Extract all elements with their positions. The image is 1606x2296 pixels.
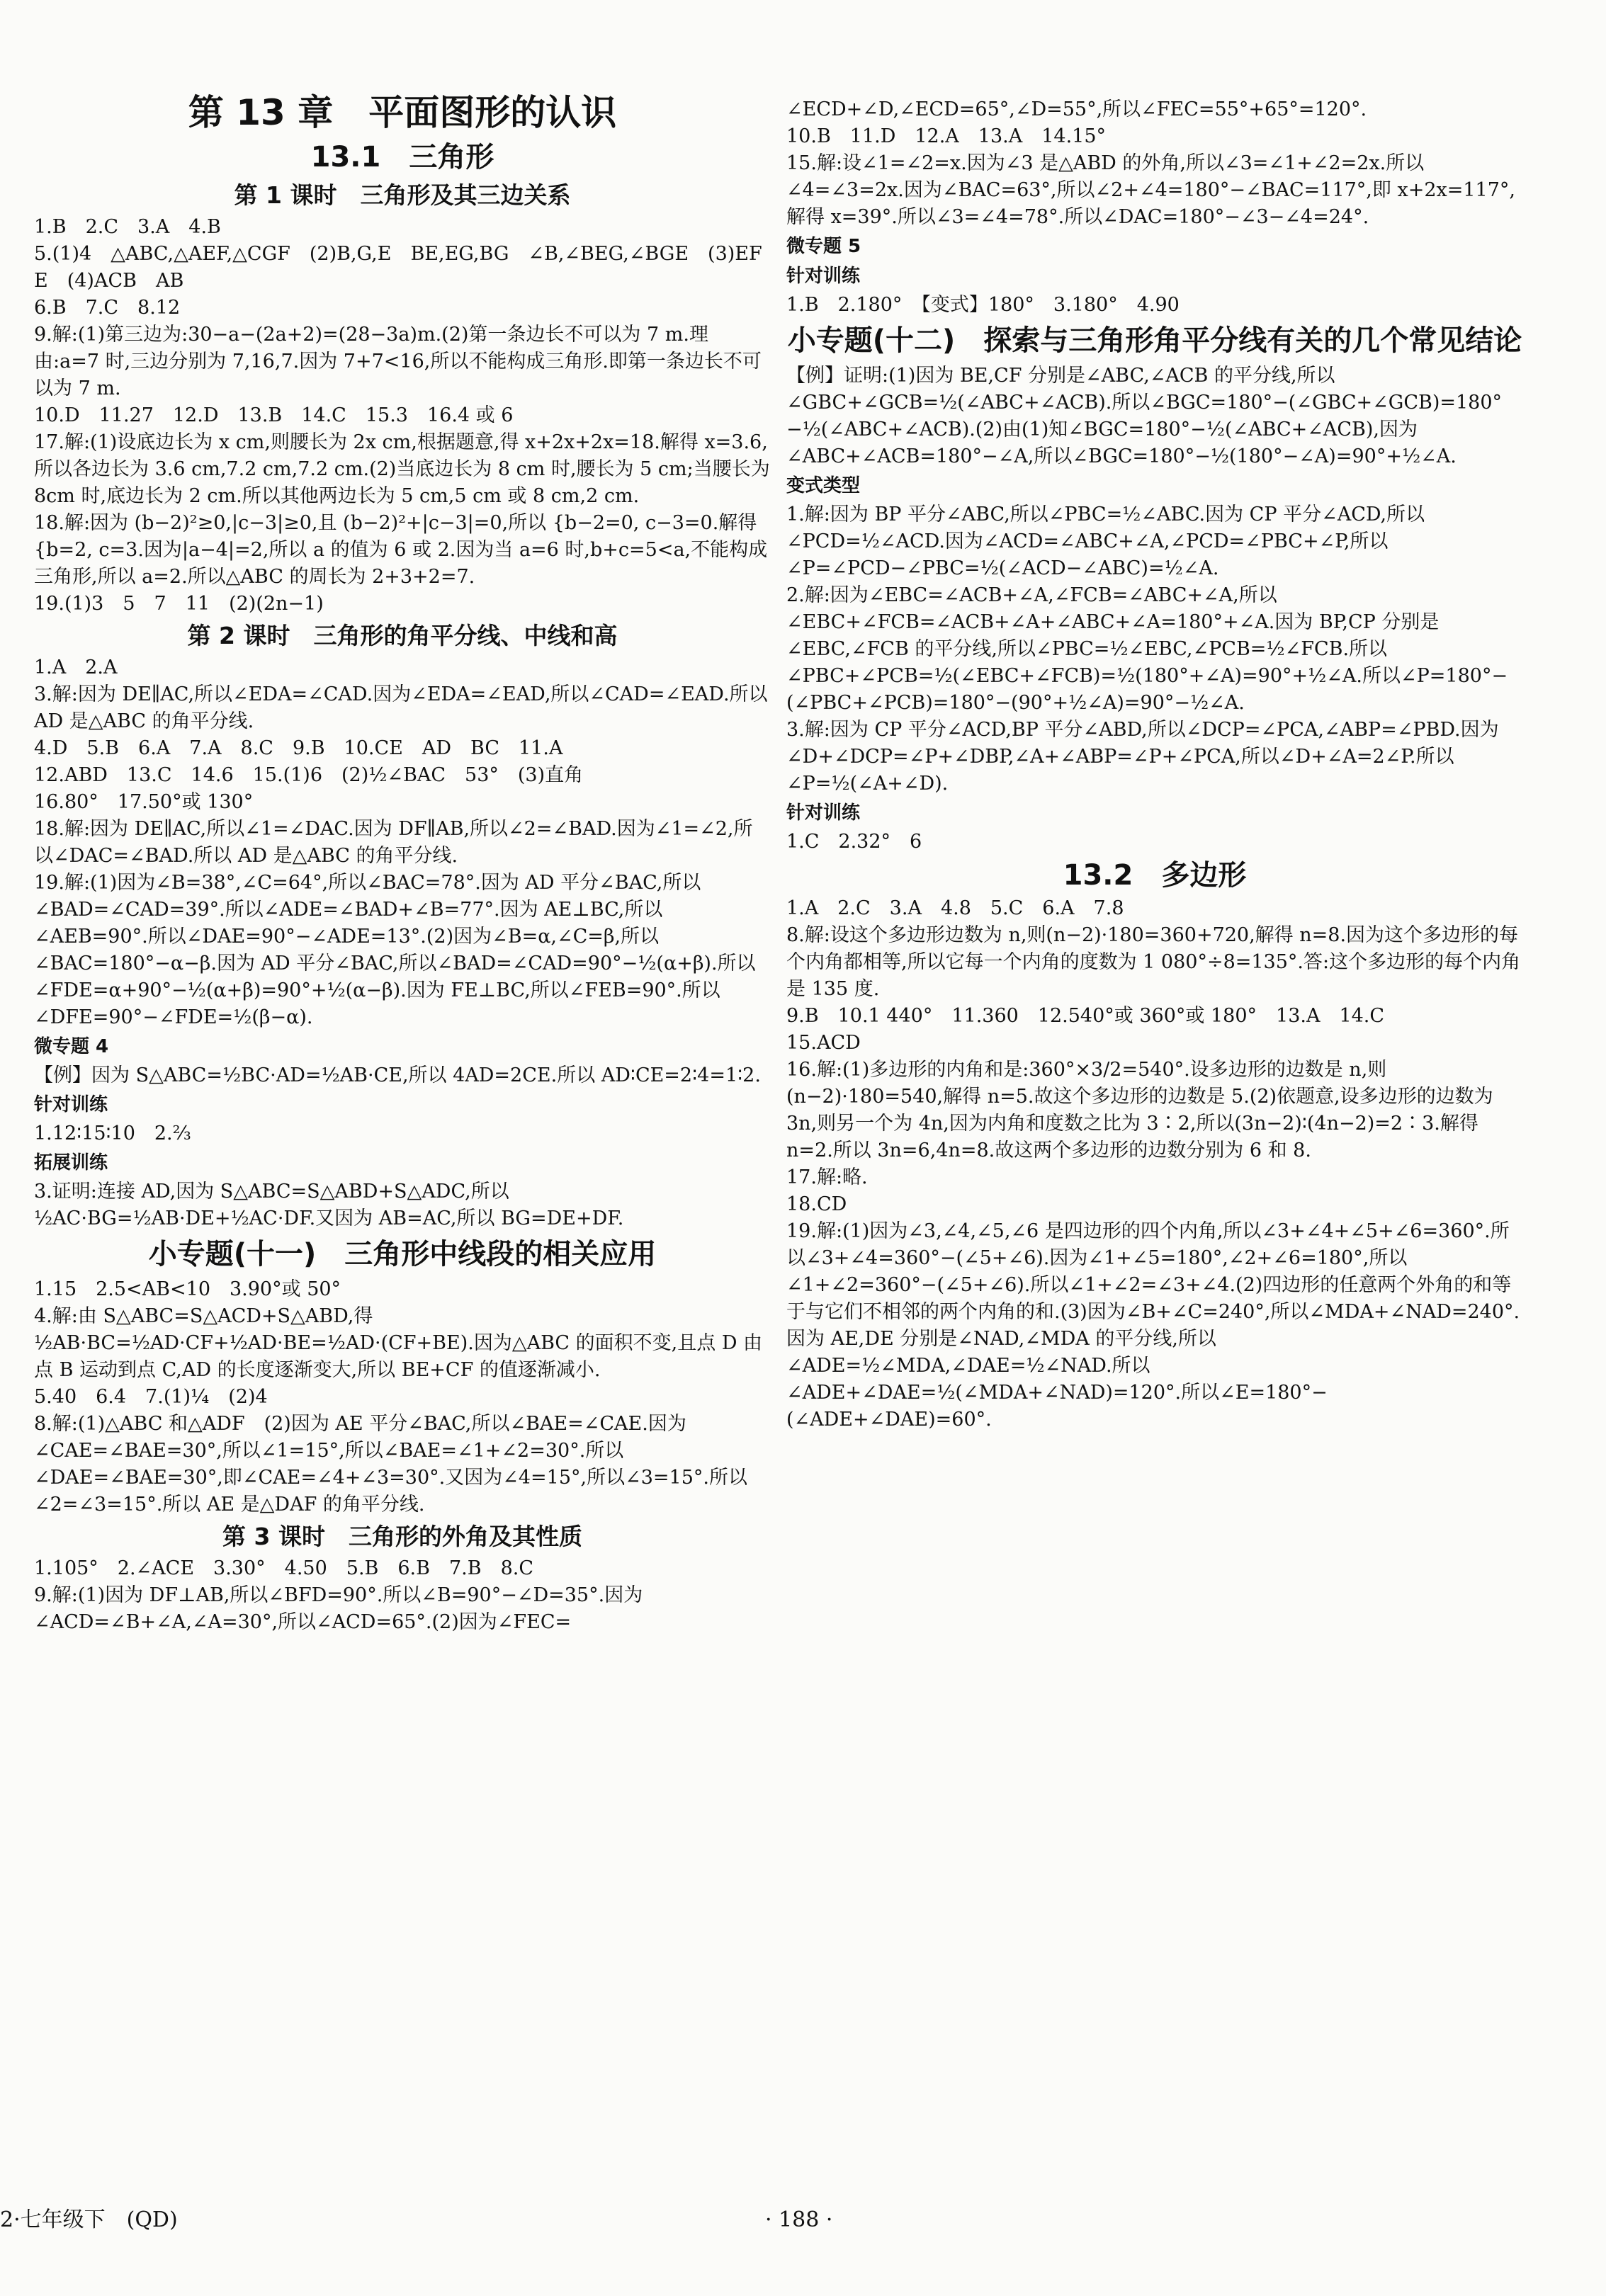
answer-line: 16.解:(1)多边形的内角和是:360°×3/2=540°.设多边形的边数是 n,则(n−2)·180=540,解得 n=5.故这个多边形的边数是 5.(2)依题意,设多边形的边数为 3n,则另一个为 4n,因为内角和度数之比为 3∶2,所以(3n−2)∶(4n−2)=2∶3.解得 n=2.所以 3n=6,4n=8.故这两个多边形的边数分别为 6 和 8. [786,1059,1493,1161]
example-line: 【例】因为 S△ABC=½BC·AD=½AB·CE,所以 4AD=2CE.所以 AD∶CE=2∶4=1∶2. [34,1064,761,1086]
answer-line: 9.解:(1)因为 DF⊥AB,所以∠BFD=90°.所以∠B=90°−∠D=35°.因为∠ACD=∠B+∠A,∠A=30°,所以∠ACD=65°.(2)因为∠FEC= [34,1584,643,1633]
answer-line: 8.解:设这个多边形边数为 n,则(n−2)·180=360+720,解得 n=8.因为这个多边形的每个内角都相等,所以它每一个内角的度数为 1 080°÷8=135°.答:这个多边形的每个内角是 135 度. [786,924,1521,1000]
answer-line: 5.40 6.4 7.(1)¼ (2)4 [34,1386,268,1408]
answer-line: 17.解:略. [786,1166,868,1188]
answer-line: 1.C 2.32° 6 [786,831,922,853]
targeted-training-label: 针对训练 [34,1094,108,1115]
lesson-1-title: 第 1 课时 三角形及其三边关系 [234,181,571,209]
answer-line: 5.(1)4 △ABC,△AEF,△CGF (2)B,G,E BE,EG,BG ∠B,∠BEG,∠BGE (3)EF E (4)ACB AB [34,243,781,292]
answer-line: 6.B 7.C 8.12 [34,297,181,319]
page-number: · 188 · [765,2207,833,2232]
answer-line: 9.解:(1)第三边为:30−a−(2a+2)=(28−3a)m.(2)第一条边长不可以为 7 m.理由:a=7 时,三边分别为 7,16,7.因为 7+7<16,所以不能构成三角形.即第一条边长不可以为 7 m. [34,324,762,399]
targeted-training-label-2: 针对训练 [786,802,861,824]
lesson-2-title: 第 2 课时 三角形的角平分线、中线和高 [187,622,618,649]
answer-line: ∠ECD+∠D,∠ECD=65°,∠D=55°,所以∠FEC=55°+65°=120°. [786,98,1367,120]
lesson-3-answers [34,1555,771,1636]
answer-line: 10.B 11.D 12.A 13.A 14.15° [786,125,1107,147]
answer-line: 3.解:因为 CP 平分∠ACD,BP 平分∠ABD,所以∠DCP=∠PCA,∠ABP=∠PBD.因为∠D+∠DCP=∠P+∠DBP,∠A+∠ABP=∠P+∠PCA,所以∠D+∠A=2∠P.所以∠P=½(∠A+∠D). [786,719,1499,795]
section-title-13-1: 13.1 三角形 [310,141,494,174]
answer-line: 15.解:设∠1=∠2=x.因为∠3 是△ABD 的外角,所以∠3=∠1+∠2=2x.所以∠4=∠3=2x.因为∠BAC=63°,所以∠2+∠4=180°−∠BAC=117°,即 x+2x=117°,解得 x=39°.所以∠3=∠4=78°.所以∠DAC=180°−∠3−∠4=24°. [786,152,1515,228]
answer-line: 9.B 10.1 440° 11.360 12.540°或 360°或 180° 13.A 14.C [786,1005,1385,1027]
answer-line: 18.解:因为 (b−2)²≥0,|c−3|≥0,且 (b−2)²+|c−3|=0,所以 {b−2=0, c−3=0.解得 {b=2, c=3.因为|a−4|=2,所以 a 的值为 6 或 2.因为当 a=6 时,b+c=5<a,不能构成三角形,所以 a=2.所以△ABC 的周长为 2+3+2=7. [34,512,768,588]
answer-line: 8.解:(1)△ABC 和△ADF (2)因为 AE 平分∠BAC,所以∠BAE=∠CAE.因为∠CAE=∠BAE=30°,所以∠1=15°,所以∠BAE=∠1+∠2=30°.所以∠DAE=∠BAE=30°,即∠CAE=∠4+∠3=30°.又因为∠4=15°,所以∠3=15°.所以∠2=∠3=15°.所以 AE 是△DAF 的角平分线. [34,1413,747,1516]
footer-grade-label: 2·七年级下 (QD) [0,2207,178,2232]
answer-line: 16.80° 17.50°或 130° [34,791,254,813]
variant-answers [786,501,1523,797]
variant-type-label: 变式类型 [786,475,861,496]
answer-line: 18.解:因为 DE∥AC,所以∠1=∠DAC.因为 DF∥AB,所以∠2=∠BAD.因为∠1=∠2,所以∠DAC=∠BAD.所以 AD 是△ABC 的角平分线. [34,818,753,867]
answer-line: 1.B 2.180° 【变式】180° 3.180° 4.90 [786,294,1180,316]
answer-line: 10.D 11.27 12.D 13.B 14.C 15.3 16.4 或 6 [34,404,514,426]
chapter-title: 第 13 章 平面图形的认识 [188,92,617,133]
answer-line: 19.解:(1)因为∠3,∠4,∠5,∠6 是四边形的四个内角,所以∠3+∠4+∠5+∠6=360°.所以∠3+∠4=360°−(∠5+∠6).因为∠1+∠5=180°,∠2+∠6=180°,所以∠1+∠2=360°−(∠5+∠6).所以∠1+∠2=∠3+∠4.(2)四边形的任意两个外角的和等于与它们不相邻的两个内角的和.(3)因为∠B+∠C=240°,所以∠MDA+∠NAD=240°.因为 AE,DE 分别是∠NAD,∠MDA 的平分线,所以∠ADE=½∠MDA,∠DAE=½∠NAD.所以∠ADE+∠DAE=½(∠MDA+∠NAD)=120°.所以∠E=180°−(∠ADE+∠DAE)=60°. [786,1220,1520,1431]
left-column [34,88,781,2161]
answer-line: 4.D 5.B 6.A 7.A 8.C 9.B 10.CE AD BC 11.A [34,737,563,759]
answer-line: 19.(1)3 5 7 11 (2)(2n−1) [34,593,324,615]
micro-topic-4-label: 微专题 4 [34,1036,109,1057]
answer-line: 1.105° 2.∠ACE 3.30° 4.50 5.B 6.B 7.B 8.C [34,1557,534,1579]
topic-11-title: 小专题(十一) 三角形中线段的相关应用 [148,1238,657,1271]
micro-topic-5-label: 微专题 5 [786,236,861,257]
answer-line: 4.解:由 S△ABC=S△ACD+S△ABD,得 ½AB·BC=½AD·CF+½AD·BE=½AD·(CF+BE).因为△ABC 的面积不变,且点 D 由点 B 运动到点 C,AD 的长度逐渐变大,所以 BE+CF 的值逐渐减小. [34,1305,763,1381]
right-column [786,96,1523,2161]
lesson-2-answers [34,654,771,1031]
answer-line: 1.A 2.C 3.A 4.8 5.C 6.A 7.8 [786,897,1124,919]
targeted-training-label: 针对训练 [786,266,861,287]
topic-11-answers [34,1276,771,1518]
answer-line: 3.证明:连接 AD,因为 S△ABC=S△ABD+S△ADC,所以 ½AC·BG=½AB·DE+½AC·DF.又因为 AB=AC,所以 BG=DE+DF. [34,1181,624,1229]
answer-line: 2.解:因为∠EBC=∠ACB+∠A,∠FCB=∠ABC+∠A,所以∠EBC+∠FCB=∠ACB+∠A+∠ABC+∠A=180°+∠A.因为 BP,CP 分别是∠EBC,∠FCB 的平分线,所以∠PBC=½∠EBC,∠PCB=½∠FCB.所以∠PBC+∠PCB=½(∠EBC+∠FCB)=½(180°+∠A)=90°+½∠A.所以∠P=180°−(∠PBC+∠PCB)=180°−(90°+½∠A)=90°−½∠A. [786,584,1508,714]
answer-line: 17.解:(1)设底边长为 x cm,则腰长为 2x cm,根据题意,得 x+2x+2x=18.解得 x=3.6,所以各边长为 3.6 cm,7.2 cm,7.2 cm.(2)当底边长为 8 cm 时,腰长为 5 cm;当腰长为 8cm 时,底边长为 2 cm.所以其他两边长为 5 cm,5 cm 或 8 cm,2 cm. [34,431,770,507]
answer-line: 1.A 2.A [34,657,118,678]
answer-line: 12.ABD 13.C 14.6 15.(1)6 (2)½∠BAC 53° (3)直角 [34,764,584,786]
answer-line: 15.ACD [786,1032,861,1054]
continued-answers [786,96,1523,231]
section-title-13-2: 13.2 多边形 [1063,859,1247,892]
topic-12-title: 小专题(十二) 探索与三角形角平分线有关的几个常见结论 [787,324,1522,357]
example-line: 【例】证明:(1)因为 BE,CF 分别是∠ABC,∠ACB 的平分线,所以∠GBC+∠GCB=½(∠ABC+∠ACB).所以∠BGC=180°−(∠GBC+∠GCB)=180°−½(∠ABC+∠ACB).(2)由(1)知∠BGC=180°−½(∠ABC+∠ACB),因为∠ABC+∠ACB=180°−∠A,所以∠BGC=180°−½(180°−∠A)=90°+½∠A. [786,365,1503,467]
answer-line: 1.12∶15∶10 2.⅔ [34,1123,191,1144]
answer-line: 18.CD [786,1193,847,1215]
answer-line: 1.B 2.C 3.A 4.B [34,216,221,238]
lesson-3-title: 第 3 课时 三角形的外角及其性质 [222,1523,582,1550]
answer-line: 3.解:因为 DE∥AC,所以∠EDA=∠CAD.因为∠EDA=∠EAD,所以∠CAD=∠EAD.所以 AD 是△ABC 的角平分线. [34,683,768,732]
section-13-2-answers [786,895,1523,1433]
answer-line: 19.解:(1)因为∠B=38°,∠C=64°,所以∠BAC=78°.因为 AD 平分∠BAC,所以∠BAD=∠CAD=39°.所以∠ADE=∠BAD+∠B=77°.因为 AE⊥BC,所以∠AEB=90°.所以∠DAE=90°−∠ADE=13°.(2)因为∠B=α,∠C=β,所以∠BAC=180°−α−β.因为 AD 平分∠BAC,所以∠BAD=∠CAD=90°−½(α+β).所以∠FDE=α+90°−½(α+β)=90°+½(α−β).因为 FE⊥BC,所以∠FEB=90°.所以∠DFE=90°−∠FDE=½(β−α). [34,872,756,1028]
lesson-1-answers [34,214,781,618]
answer-line: 1.15 2.5<AB<10 3.90°或 50° [34,1278,341,1300]
answer-line: 1.解:因为 BP 平分∠ABC,所以∠PBC=½∠ABC.因为 CP 平分∠ACD,所以∠PCD=½∠ACD.因为∠ACD=∠ABC+∠A,∠PCD=∠PBC+∠P,所以∠P=∠PCD−∠PBC=½(∠ACD−∠ABC)=½∠A. [786,504,1425,579]
extension-training-label: 拓展训练 [34,1152,108,1173]
